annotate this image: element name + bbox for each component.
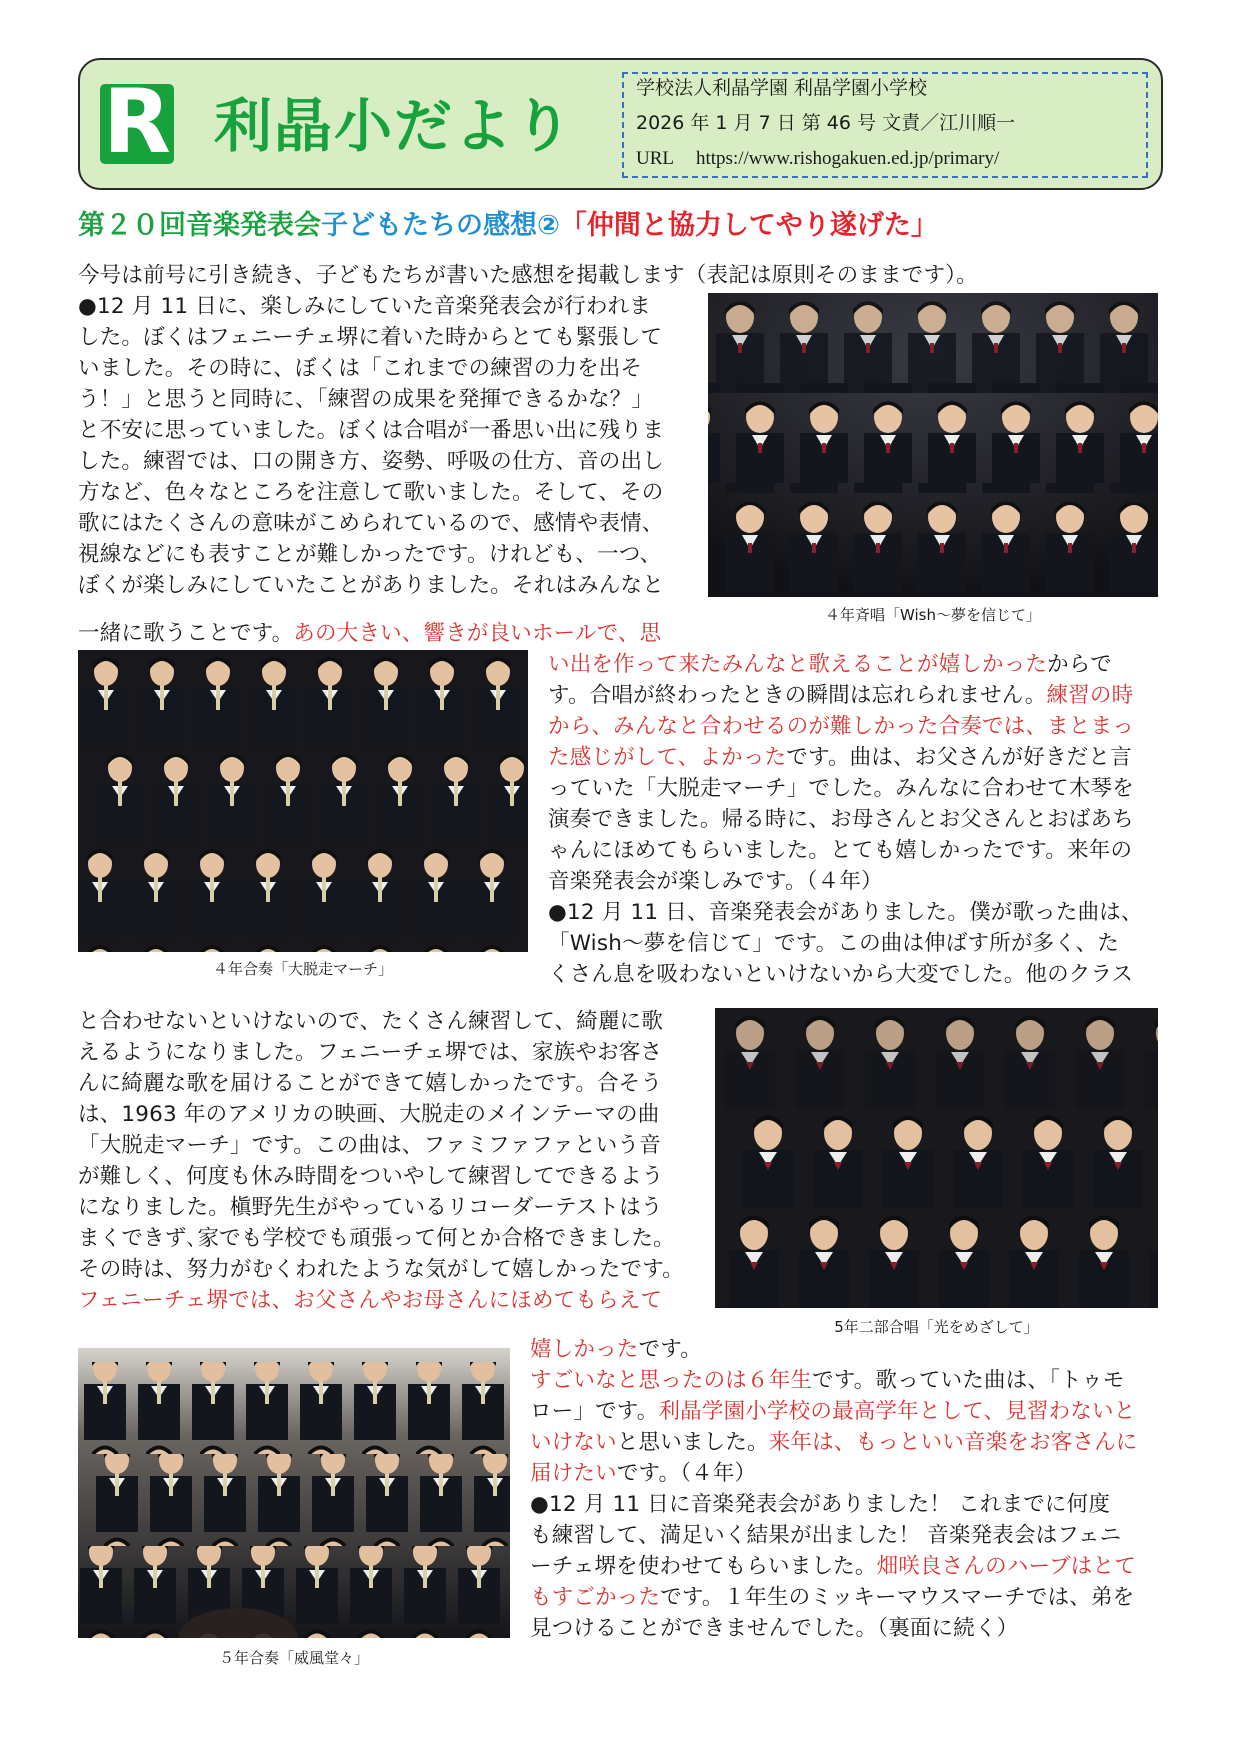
text-line [530,1582,1134,1613]
text-line: 視線などにも表すことが難しかったです。けれども、一つ、 [78,542,662,567]
text-line [548,649,1112,680]
intro-text: 今号は前号に引き続き、子どもたちが書いた感想を掲載します（表記は原則そのままです）。 [78,263,978,288]
text-line [530,1334,702,1365]
text-segment: です。曲は、お父さんが好きだと言 [786,745,1132,770]
text-line: 「大脱走マーチ」です。この曲は、ファミファファという音 [78,1133,661,1158]
school-url-link[interactable]: https://www.rishogakuen.ed.jp/primary/ [696,148,1000,169]
text-line: う！」と思うと同時に、「練習の成果を発揮できるかな？」 [78,387,654,412]
highlight-text: から、みんなと合わせるのが難しかった合奏では、まとまっ [548,714,1134,739]
text-line: ぼくが楽しみにしていたことがありました。それはみんなと [78,573,664,598]
highlight-text: た感じがして、よかった [548,745,787,770]
text-line [530,1551,1136,1582]
text-segment: ーチェ堺を使わせてもらいました。 [530,1554,877,1579]
text-segment: です。 [638,1337,702,1362]
highlight-text: 嬉しかった [530,1337,639,1362]
text-line [548,680,1133,711]
text-line: まくできず､家でも学校でも頑張って何とか合格できました。 [78,1226,675,1251]
text-line [530,1458,756,1489]
highlight-text: 畑咲良さんのハーブはとて [876,1554,1136,1579]
newsletter-title: 利晶小だより [214,92,575,160]
url-label: URL [636,148,674,169]
headline-event: 第２０回音楽発表会 [78,210,321,241]
text-line: んに綺麗な歌を届けることができて嬉しかったです。合そう [78,1071,663,1096]
photo-5th-grade-ensemble [78,1348,510,1638]
text-line: した。練習では、口の開き方、姿勢、呼吸の仕方、音の出し [78,449,664,474]
highlight-text: 来年は、もっといい音楽をお客さんに [768,1430,1138,1455]
headline-topic: 子どもたちの感想② [321,210,560,241]
highlight-text: あの大きい、響きが良いホールで、思 [293,621,662,646]
highlight-text: いけない [530,1430,617,1455]
issue-date: 2026 年 1 月 7 日 第 46 号 文責／江川順一 [636,112,1016,134]
text-line: になりました。槇野先生がやっているリコーダーテストはう [78,1195,663,1220]
text-line: ●12 月 11 日、音楽発表会がありました。僕が歌った曲は、 [548,900,1143,925]
highlight-text: 届けたい [530,1461,617,1486]
logo-letter: R [103,70,171,173]
highlight-text: 利晶学園小学校の最高学年として、見習わないと [658,1399,1136,1424]
text-line: くさん息を吸わないといけないから大変でした。他のクラス [548,962,1134,987]
text-line: いました。その時に、ぼくは「これまでの練習の力を出そ [78,356,643,381]
highlight-text: 練習の時 [1046,683,1134,708]
photo-caption: ５年合奏「威風堂々」 [218,1649,369,1667]
photo-caption: ４年斉唱「Wish〜夢を信じて」 [825,606,1041,624]
text-segment: す。合唱が終わったときの瞬間は忘れられません。 [548,683,1047,708]
text-line: と合わせないといけないので、たくさん練習して、綺麗に歌 [78,1009,664,1034]
photo-caption: 5年二部合唱「光をめざして」 [834,1318,1039,1336]
text-line: ●12 月 11 日に音楽発表会がありました！ これまでに何度 [530,1492,1111,1517]
text-line: した。ぼくはフェニーチェ堺に着いた時からとても緊張して [78,325,663,350]
highlight-text: い出を作って来たみんなと歌えることが嬉しかった [548,652,1048,677]
text-line: 歌にはたくさんの意味がこめられているので、感情や表情、 [78,511,664,536]
text-line: も練習して、満足いく結果が出ました！ 音楽発表会はフェニ [530,1523,1122,1548]
photo-caption: ４年合奏「大脱走マーチ」 [212,960,393,978]
url-row [636,145,999,172]
text-line: が難しく、何度も休み時間をついやして練習してできるよう [78,1164,664,1189]
article-headline [78,206,1178,246]
headline-quote: 「仲間と協力してやり遂げた」 [559,210,938,241]
highlight-text: フェニーチェ堺では、お父さんやお母さんにほめてもらえて [78,1288,663,1313]
text-line [530,1396,1135,1427]
text-line: 「Wish〜夢を信じて」です。この曲は伸ばす所が多く、た [548,931,1120,956]
photo-4th-grade-chorus [708,293,1158,597]
text-line: 見つけることができませんでした。（裏面に続く） [530,1616,1019,1641]
text-segment: ロー」です。 [530,1399,659,1424]
text-line [78,618,661,649]
text-segment: からで [1047,652,1112,677]
text-line: と不安に思っていました。ぼくは合唱が一番思い出に残りま [78,418,664,443]
text-line: っていた「大脱走マーチ」でした。みんなに合わせて木琴を [548,776,1134,801]
photo-5th-grade-chorus [715,1008,1158,1308]
text-segment: です。１年生のミッキーマウスマーチでは、弟を [660,1585,1135,1610]
text-line [548,742,1132,773]
text-segment: と思いました。 [616,1430,769,1455]
text-line: 演奏できました。帰る時に、お母さんとお父さんとおばあち [548,807,1134,832]
text-line [530,1427,1138,1458]
text-line: 音楽発表会が楽しみです。（４年） [548,869,883,894]
highlight-text: すごいなと思ったのは６年生 [530,1368,813,1393]
highlight-text: もすごかった [530,1585,661,1610]
text-segment: 一緒に歌うことです。 [78,621,294,646]
text-line: ●12 月 11 日に、楽しみにしていた音楽発表会が行われま [78,294,651,319]
text-line: 方など、色々なところを注意して歌いました。そして、その [78,480,664,505]
text-line: えるようになりました。フェニーチェ堺では、家族やお客さ [78,1040,663,1065]
text-segment: です。（４年） [616,1461,757,1486]
text-line [530,1365,1125,1396]
text-line: その時は、努力がむくわれたような気がして嬉しかったです。 [78,1257,684,1282]
text-line: は、1963 年のアメリカの映画、大脱走のメインテーマの曲 [78,1102,660,1127]
photo-4th-grade-ensemble [78,650,528,952]
school-name: 学校法人利晶学園 利晶学園小学校 [636,77,928,99]
text-segment: です。歌っていた曲は、「トゥモ [812,1368,1125,1393]
text-line: ゃんにほめてもらいました。とても嬉しかったです。来年の [548,838,1133,863]
